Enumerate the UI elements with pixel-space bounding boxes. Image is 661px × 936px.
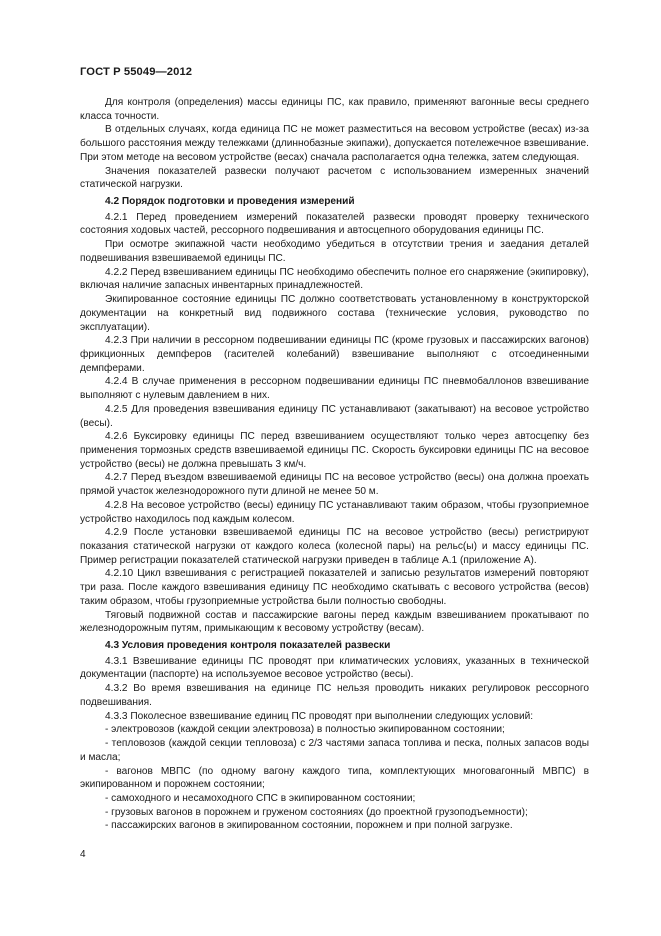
paragraph: Для контроля (определения) массы единицы ПС, как правило, применяют вагонные весы среднего класса точности. xyxy=(80,97,589,122)
clause-4-2-7: 4.2.7 Перед въездом взвешиваемой единицы ПС на весовое устройство (весы) она должна проехать прямой участок железнодорожного пути длиной не менее 50 м. xyxy=(80,472,589,498)
list-item: - тепловозов (каждой секции тепловоза) с 2/3 частями запаса топлива и песка, полных запасов воды и масла; xyxy=(80,738,589,763)
section-heading-4-2: 4.2 Порядок подготовки и проведения измерений xyxy=(105,196,355,208)
clause-4-2-8: 4.2.8 На весовое устройство (весы) единицу ПС устанавливают таким образом, чтобы грузоприемное устройство находилось под каждым колесом. xyxy=(80,499,589,525)
clause-4-3-3: 4.3.3 Поколесное взвешивание единиц ПС проводят при выполнении следующих условий: xyxy=(105,710,534,722)
clause-4-2-10: 4.2.10 Цикл взвешивания с регистрацией показателей и записью результатов измерений повторяют три раза. После каждого взвешивания единицу ПС необходимо скатывать с весового устройства (весов) таким образом, чтобы грузоприемные устройства были полностью свободны. xyxy=(80,568,589,607)
list-item: - пассажирских вагонов в экипированном состоянии, порожнем и при полной загрузке. xyxy=(105,820,513,832)
section-heading-4-3: 4.3 Условия проведения контроля показателей развески xyxy=(105,640,391,652)
document-header: ГОСТ Р 55049—2012 xyxy=(80,66,193,78)
clause-4-2-2: 4.2.2 Перед взвешиванием единицы ПС необходимо обеспечить полное его снаряжение (экипировку), включая наличие запасных инвентарных принадлежностей. xyxy=(80,266,589,292)
paragraph: В отдельных случаях, когда единица ПС не может разместиться на весовом устройстве (весах) из-за большого расстояния между тележками (длиннобазные экипажи), допускается потележечное взвешивание. При этом методе на весовом устройстве (весах) сначала располагается одна тележка, затем следующая. xyxy=(80,124,589,163)
clause-4-3-1: 4.3.1 Взвешивание единицы ПС проводят при климатических условиях, указанных в технической документации (паспорте) на используемое весовое устройство (весы). xyxy=(80,655,589,681)
clause-4-2-4: 4.2.4 В случае применения в рессорном подвешивании единицы ПС пневмобаллонов взвешивание выполняют с нулевым давлением в них. xyxy=(80,376,589,402)
list-item: - грузовых вагонов в порожнем и груженом состояниях (до проектной грузоподъемности); xyxy=(105,806,528,818)
paragraph: При осмотре экипажной части необходимо убедиться в отсутствии трения и заедания деталей подвешивания взвешиваемой единицы ПС. xyxy=(80,239,589,264)
clause-4-2-3: 4.2.3 При наличии в рессорном подвешивании единицы ПС (кроме грузовых и пассажирских вагонов) фрикционных демпферов (гасителей колебаний) взвешивание выполняют с отсоединенными демпферами. xyxy=(80,335,589,374)
clause-4-2-1: 4.2.1 Перед проведением измерений показателей развески проводят проверку технического состояния ходовых частей, рессорного подвешивания и автосцепного оборудования единицы ПС. xyxy=(80,211,589,237)
paragraph: Значения показателей развески получают расчетом с использованием измеренных значений статической нагрузки. xyxy=(80,165,589,191)
clause-4-2-9: 4.2.9 После установки взвешиваемой единицы ПС на весовое устройство (весы) регистрируют показания статической нагрузки от каждого колеса (колесной пары) на рельс(ы) и массу единицы ПС. Пример регистрации показателей статической нагрузки приведен в таблице А.1 (приложение А). xyxy=(80,527,589,566)
list-item: - электровозов (каждой секции электровоза) в полностью экипированном состоянии; xyxy=(105,724,505,736)
clause-4-2-5: 4.2.5 Для проведения взвешивания единицу ПС устанавливают (закатывают) на весовое устройство (весы). xyxy=(80,403,589,429)
document-body xyxy=(80,96,589,833)
page-number: 4 xyxy=(80,849,86,860)
clause-4-3-2: 4.3.2 Во время взвешивания на единице ПС нельзя проводить никаких регулировок рессорного подвешивания. xyxy=(80,683,589,708)
list-item: - вагонов МВПС (по одному вагону каждого типа, комплектующих многовагонный МВПС) в экипированном и порожнем состоянии; xyxy=(80,765,589,791)
list-item: - самоходного и несамоходного СПС в экипированном состоянии; xyxy=(105,792,416,804)
clause-4-2-6: 4.2.6 Буксировку единицы ПС перед взвешиванием осуществляют только через автосцепку без применения тормозных средств взвешиваемой единицы ПС. Скорость буксировки единицы ПС на весовое устройство (весы) не должна превышать 3 км/ч. xyxy=(80,431,589,470)
paragraph: Экипированное состояние единицы ПС должно соответствовать установленному в конструкторской документации на конкретный вид подвижного состава (технические условия, руководство по эксплуатации). xyxy=(80,294,589,333)
paragraph: Тяговый подвижной состав и пассажирские вагоны перед каждым взвешиванием прокатывают по железнодорожным путям, примыкающим к весовому устройству (весам). xyxy=(80,609,589,635)
